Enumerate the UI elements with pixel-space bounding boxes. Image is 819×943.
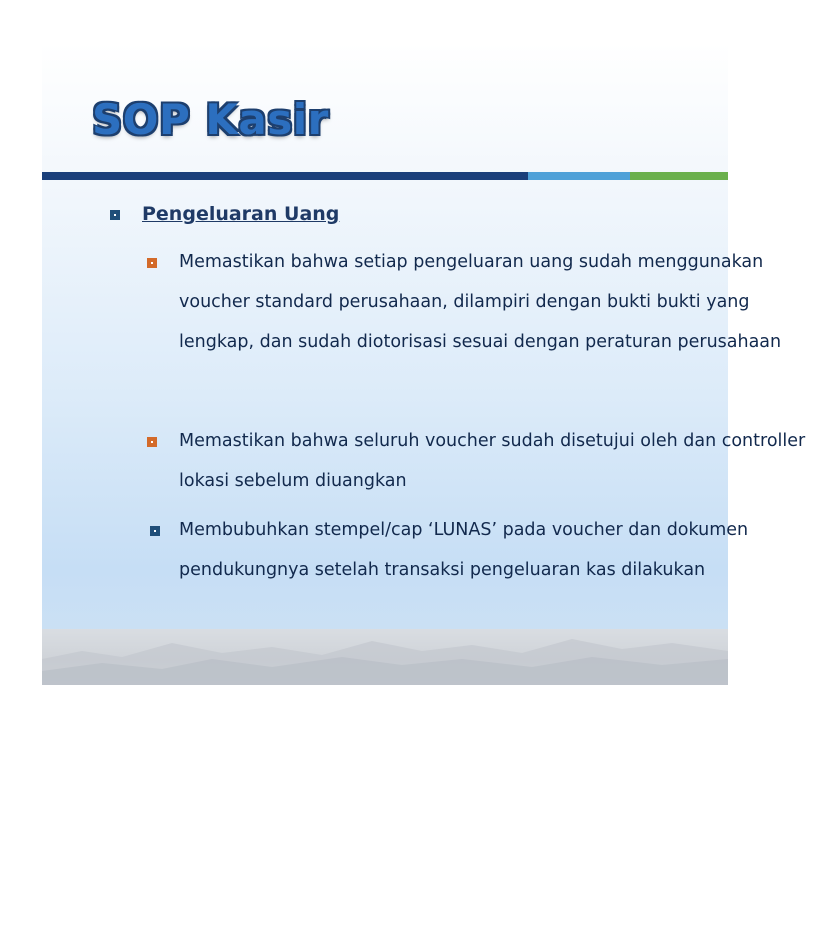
- square-bullet-icon: [150, 526, 160, 536]
- square-bullet-icon: [147, 437, 157, 447]
- mountain-background: [42, 629, 728, 685]
- square-bullet-icon: [110, 210, 120, 220]
- list-item: Memastikan bahwa setiap pengeluaran uang sudah menggunakan voucher standard perusahaan, dilampiri dengan bukti bukti yang lengkap, dan sudah diotorisasi sesuai dengan peraturan perusahaan: [179, 252, 782, 352]
- square-bullet-icon: [147, 258, 157, 268]
- slide: [42, 43, 806, 685]
- title-divider: [42, 172, 728, 180]
- list-item: Memastikan bahwa seluruh voucher sudah disetujui oleh dan controller lokasi sebelum diuangkan: [179, 431, 806, 491]
- section-heading: Pengeluaran Uang: [142, 203, 340, 225]
- list-item: Membubuhkan stempel/cap ‘LUNAS’ pada voucher dan dokumen pendukungnya setelah transaksi pengeluaran kas dilakukan: [179, 520, 749, 580]
- slide-title: SOP Kasir: [92, 95, 329, 144]
